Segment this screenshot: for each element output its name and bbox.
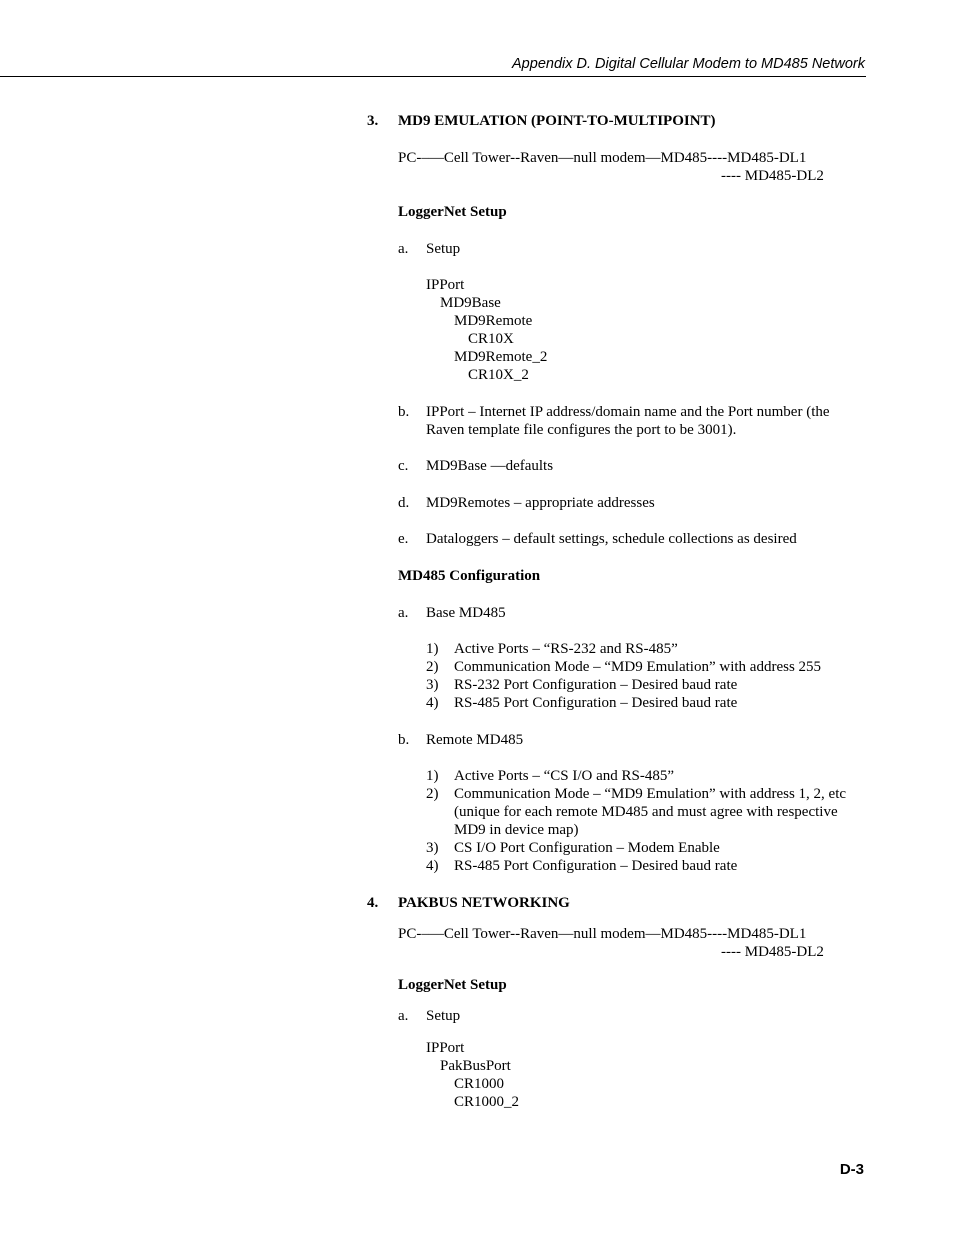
item-d-letter: d.	[398, 495, 410, 511]
item-d-text: MD9Remotes – appropriate addresses	[426, 495, 655, 511]
item-b-line1: IPPort – Internet IP address/domain name and the Port number (the	[426, 404, 830, 420]
base-item-3-text: RS-232 Port Configuration – Desired baud rate	[454, 677, 738, 693]
item-b-letter: b.	[398, 404, 410, 420]
pakbus-tree-cr1000: CR1000	[454, 1076, 505, 1092]
pakbus-tree-ipport: IPPort	[426, 1040, 465, 1056]
base-item-2-num: 2)	[426, 659, 439, 675]
base-item-2-text: Communication Mode – “MD9 Emulation” with address 255	[454, 659, 822, 675]
item-b-line2: Raven template file configures the port to be 3001).	[426, 422, 737, 438]
remote-item-1-num: 1)	[426, 768, 439, 784]
remote-md485-label: Remote MD485	[426, 732, 524, 748]
pakbus-loggernet-setup-heading: LoggerNet Setup	[398, 977, 507, 993]
base-item-4-num: 4)	[426, 695, 439, 711]
remote-item-3-text: CS I/O Port Configuration – Modem Enable	[454, 840, 720, 856]
network-diagram-line1: PC-–—Cell Tower--Raven—null modem—MD485----MD485-DL1	[398, 150, 807, 166]
remote-item-2-num: 2)	[426, 786, 439, 802]
running-header: Appendix D. Digital Cellular Modem to MD485 Network	[512, 56, 865, 72]
remote-item-3-num: 3)	[426, 840, 439, 856]
section-3-number: 3.	[367, 113, 379, 129]
pakbus-setup-letter: a.	[398, 1008, 409, 1024]
item-e-letter: e.	[398, 531, 409, 547]
base-item-4-text: RS-485 Port Configuration – Desired baud rate	[454, 695, 738, 711]
remote-item-4-num: 4)	[426, 858, 439, 874]
md485-configuration-heading: MD485 Configuration	[398, 568, 541, 584]
remote-item-4-text: RS-485 Port Configuration – Desired baud rate	[454, 858, 738, 874]
network-diagram-line2: ---- MD485-DL2	[721, 168, 824, 184]
pakbus-tree-cr1000-2: CR1000_2	[454, 1094, 520, 1110]
tree-item-md9base: MD9Base	[440, 295, 501, 311]
remote-item-2-line1: Communication Mode – “MD9 Emulation” with address 1, 2, etc	[454, 786, 847, 802]
tree-item-cr10x-2: CR10X_2	[468, 367, 529, 383]
base-item-1-num: 1)	[426, 641, 439, 657]
tree-item-ipport: IPPort	[426, 277, 465, 293]
tree-item-md9remote-2: MD9Remote_2	[454, 349, 548, 365]
setup-letter: a.	[398, 241, 409, 257]
item-e-text: Dataloggers – default settings, schedule collections as desired	[426, 531, 797, 547]
header-rule	[0, 76, 866, 77]
page-number: D-3	[839, 1161, 864, 1178]
item-c-letter: c.	[398, 458, 409, 474]
loggernet-setup-heading: LoggerNet Setup	[398, 204, 507, 220]
tree-item-cr10x: CR10X	[468, 331, 514, 347]
base-md485-letter: a.	[398, 605, 409, 621]
remote-item-2-line3: MD9 in device map)	[454, 822, 579, 838]
section-3-title: MD9 EMULATION (POINT-TO-MULTIPOINT)	[398, 113, 716, 129]
remote-item-2-line2: (unique for each remote MD485 and must agree with respective	[454, 804, 838, 820]
section-4-number: 4.	[367, 895, 379, 911]
pakbus-setup-label: Setup	[426, 1008, 461, 1024]
tree-item-md9remote: MD9Remote	[454, 313, 533, 329]
pakbus-diagram-line2: ---- MD485-DL2	[721, 944, 824, 960]
remote-md485-letter: b.	[398, 732, 410, 748]
pakbus-tree-pakbusport: PakBusPort	[440, 1058, 511, 1074]
base-md485-label: Base MD485	[426, 605, 506, 621]
pakbus-diagram-line1: PC-–—Cell Tower--Raven—null modem—MD485----MD485-DL1	[398, 926, 807, 942]
setup-label: Setup	[426, 241, 461, 257]
section-4-title: PAKBUS NETWORKING	[398, 895, 570, 911]
item-c-text: MD9Base —defaults	[426, 458, 554, 474]
remote-item-1-text: Active Ports – “CS I/O and RS-485”	[454, 768, 674, 784]
base-item-1-text: Active Ports – “RS-232 and RS-485”	[454, 641, 678, 657]
base-item-3-num: 3)	[426, 677, 439, 693]
